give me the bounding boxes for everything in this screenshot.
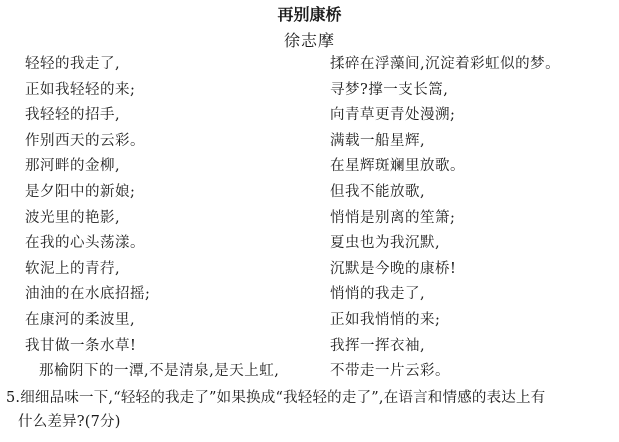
poem-line: 软泥上的青荇, [25, 260, 121, 277]
poem-line: 是夕阳中的新娘; [25, 183, 136, 200]
poem-line: 波光里的艳影, [25, 209, 121, 226]
question-5 [6, 386, 614, 434]
poem-line: 作别西天的云彩。 [25, 132, 145, 149]
poem-left-column [25, 52, 279, 385]
poem-right-column [330, 52, 560, 385]
poem-line: 我挥一挥衣袖, [330, 337, 426, 354]
poem-line: 向青草更青处漫溯; [330, 107, 456, 124]
poem-line: 油油的在水底招摇; [25, 286, 151, 303]
poem-line: 夏虫也为我沉默, [330, 235, 441, 252]
poem-line: 揉碎在浮藻间,沉淀着彩虹似的梦。 [330, 56, 561, 72]
poem-line: 我甘做一条水草! [25, 337, 137, 354]
poem-line: 不带走一片云彩。 [330, 363, 450, 380]
question-text-line-2: 什么差异?(7分) [18, 414, 121, 430]
poem-line: 正如我轻轻的来; [25, 81, 136, 98]
poem-title: 再别康桥 [277, 5, 342, 24]
poem-line: 在星辉斑斓里放歌。 [330, 158, 465, 175]
question-text-line-1: 5.细细品味一下,“轻轻的我走了”如果换成“我轻轻的走了”,在语言和情感的表达上有 [6, 390, 546, 406]
poem-line: 悄悄是别离的笙箫; [330, 209, 456, 226]
poem-line: 轻轻的我走了, [25, 56, 121, 72]
poem-line: 沉默是今晚的康桥! [330, 260, 457, 277]
poem-line: 寻梦?撑一支长篙, [330, 81, 449, 98]
poem-line: 那河畔的金柳, [25, 158, 121, 175]
poem-line: 但我不能放歌, [330, 183, 426, 200]
poem-line: 正如我悄悄的来; [330, 311, 441, 328]
poem-line: 在我的心头荡漾。 [25, 235, 145, 252]
poem-line: 我轻轻的招手, [25, 107, 121, 124]
poem-line: 悄悄的我走了, [330, 286, 426, 303]
poem-line: 在康河的柔波里, [25, 311, 136, 328]
poem-line: 那榆阴下的一潭,不是清泉,是天上虹, [39, 363, 280, 380]
poem-author: 徐志摩 [283, 31, 335, 50]
poem-line: 满载一船星辉, [330, 132, 426, 149]
